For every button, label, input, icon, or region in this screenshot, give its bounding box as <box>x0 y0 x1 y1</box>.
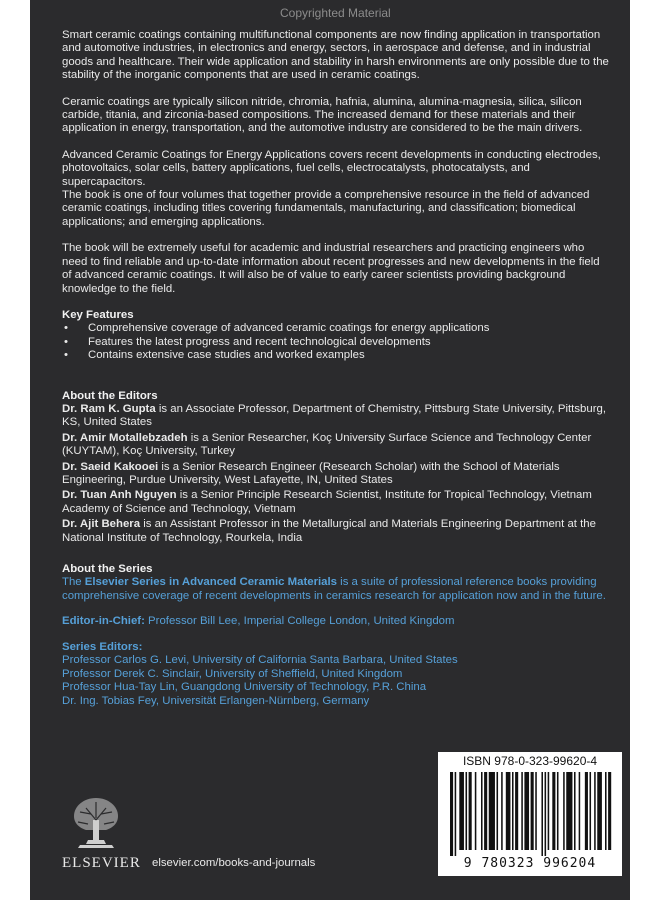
series-editor: Professor Hua-Tay Lin, Guangdong University of Technology, P.R. China <box>62 681 427 694</box>
series-name: Elsevier Series in Advanced Ceramic Materials <box>84 576 337 589</box>
series-editor: Professor Derek C. Sinclair, University of Sheffield, United Kingdom <box>62 667 403 680</box>
isbn-label: ISBN 978-0-323-99620-4 <box>462 754 598 768</box>
intro-paragraph-2: Ceramic coatings are typically silicon nitride, chromia, hafnia, alumina, alumina-magnesia, silica, silicon carbide, titania, and zirconia-based compositions. The increased demand for these materials and their application in energy, transportation, and the automotive industry are considered to be the main drivers. <box>62 95 583 135</box>
editor-name: Dr. Tuan Anh Nguyen <box>62 489 177 502</box>
editor-entry <box>62 403 610 430</box>
editor-name: Dr. Ram K. Gupta <box>62 402 156 415</box>
publisher-name: ELSEVIER <box>62 855 141 871</box>
editor-entry <box>62 518 610 545</box>
about-editors <box>62 390 610 545</box>
series-editors-heading: Series Editors: <box>62 640 143 653</box>
intro-paragraph-4: The book is one of four volumes that together provide a comprehensive resource in the field of advanced ceramic coatings, including titles covering fundamentals, manufacturing, and classification; biomedical applications; and emerging applications. <box>62 189 590 228</box>
editor-desc: is a Senior Researcher, Koç University Surface Science and Technology Center (KUYTAM), Koç University, Turkey <box>62 431 592 458</box>
barcode <box>446 772 614 856</box>
series-description <box>62 576 610 603</box>
editor-in-chief-label: Editor-in-Chief: <box>62 615 145 628</box>
intro-paragraph-5: The book will be extremely useful for academic and industrial researchers and practicing engineers who need to find reliable and up-to-date information about recent progresses and new developments in the field of advanced ceramic coatings. It will also be of value to early career scientists providing background knowledge to the field. <box>62 242 600 295</box>
back-cover <box>30 0 630 900</box>
barcode-digits: 9 780323 996204 <box>463 856 597 871</box>
intro-paragraph-1: Smart ceramic coatings containing multifunctional components are now finding application in transportation and automotive industries, in electronics and energy, sectors, in aerospace and defense, and in industrial goods and healthcare. Their wide application and stability in harsh environments are only possible due to the stability of the inorganic components that are used in ceramic coatings. <box>62 29 609 82</box>
key-feature-item: • Contains extensive case studies and worked examples <box>62 349 610 362</box>
series-editor: Dr. Ing. Tobias Fey, Universität Erlangen-Nürnberg, Germany <box>62 694 370 707</box>
key-features <box>62 309 610 363</box>
editor-in-chief-value: Professor Bill Lee, Imperial College London, United Kingdom <box>144 615 455 628</box>
editor-desc: is a Senior Research Engineer (Research Scholar) with the School of Materials Engineering, Purdue University, West Lafayette, IN, United States <box>62 460 560 486</box>
editor-name: Dr. Saeid Kakooei <box>62 460 159 473</box>
series-prefix: The <box>62 576 85 589</box>
editor-in-chief <box>62 615 610 628</box>
editor-entry <box>62 461 610 488</box>
key-features-list <box>62 322 610 362</box>
editor-entry <box>62 489 610 516</box>
editor-desc: is an Assistant Professor in the Metallurgical and Materials Engineering Department at the National Institute of Technology, Rourkela, India <box>62 518 596 544</box>
series-desc: is a suite of professional reference books providing comprehensive coverage of recent developments in ceramics research for application now and in the future. <box>62 576 606 602</box>
series-editor: Professor Carlos G. Levi, University of California Santa Barbara, United States <box>62 654 458 667</box>
elsevier-tree-logo <box>66 790 126 852</box>
key-feature-item: • Features the latest progress and recent technological developments <box>62 336 610 349</box>
isbn-barcode-box <box>438 752 622 876</box>
editor-desc: is an Associate Professor, Department of Chemistry, Pittsburg State University, Pittsburg, KS, United States <box>62 402 607 429</box>
about-editors-heading: About the Editors <box>62 389 158 402</box>
intro-paragraph-3: Advanced Ceramic Coatings for Energy Applications covers recent developments in conducting electrodes, photovoltaics, solar cells, battery applications, fuel cells, electrocatalysts, photocatalysts, and supercapacitors. <box>62 148 601 188</box>
key-features-heading: Key Features <box>62 308 134 321</box>
about-series-heading: About the Series <box>62 563 153 575</box>
key-feature-item: • Comprehensive coverage of advanced ceramic coatings for energy applications <box>62 322 610 335</box>
publisher-url: elsevier.com/books-and-journals <box>152 857 316 869</box>
about-series <box>62 563 610 708</box>
editor-desc: is a Senior Principle Research Scientist, Institute for Tropical Technology, Vietnam Academy of Science and Technology, Vietnam <box>62 489 592 515</box>
editor-entry <box>62 432 610 459</box>
cover-text <box>62 29 610 708</box>
editor-name: Dr. Ajit Behera <box>62 518 141 531</box>
watermark: Copyrighted Material <box>280 6 391 20</box>
editor-name: Dr. Amir Motallebzadeh <box>62 431 188 444</box>
